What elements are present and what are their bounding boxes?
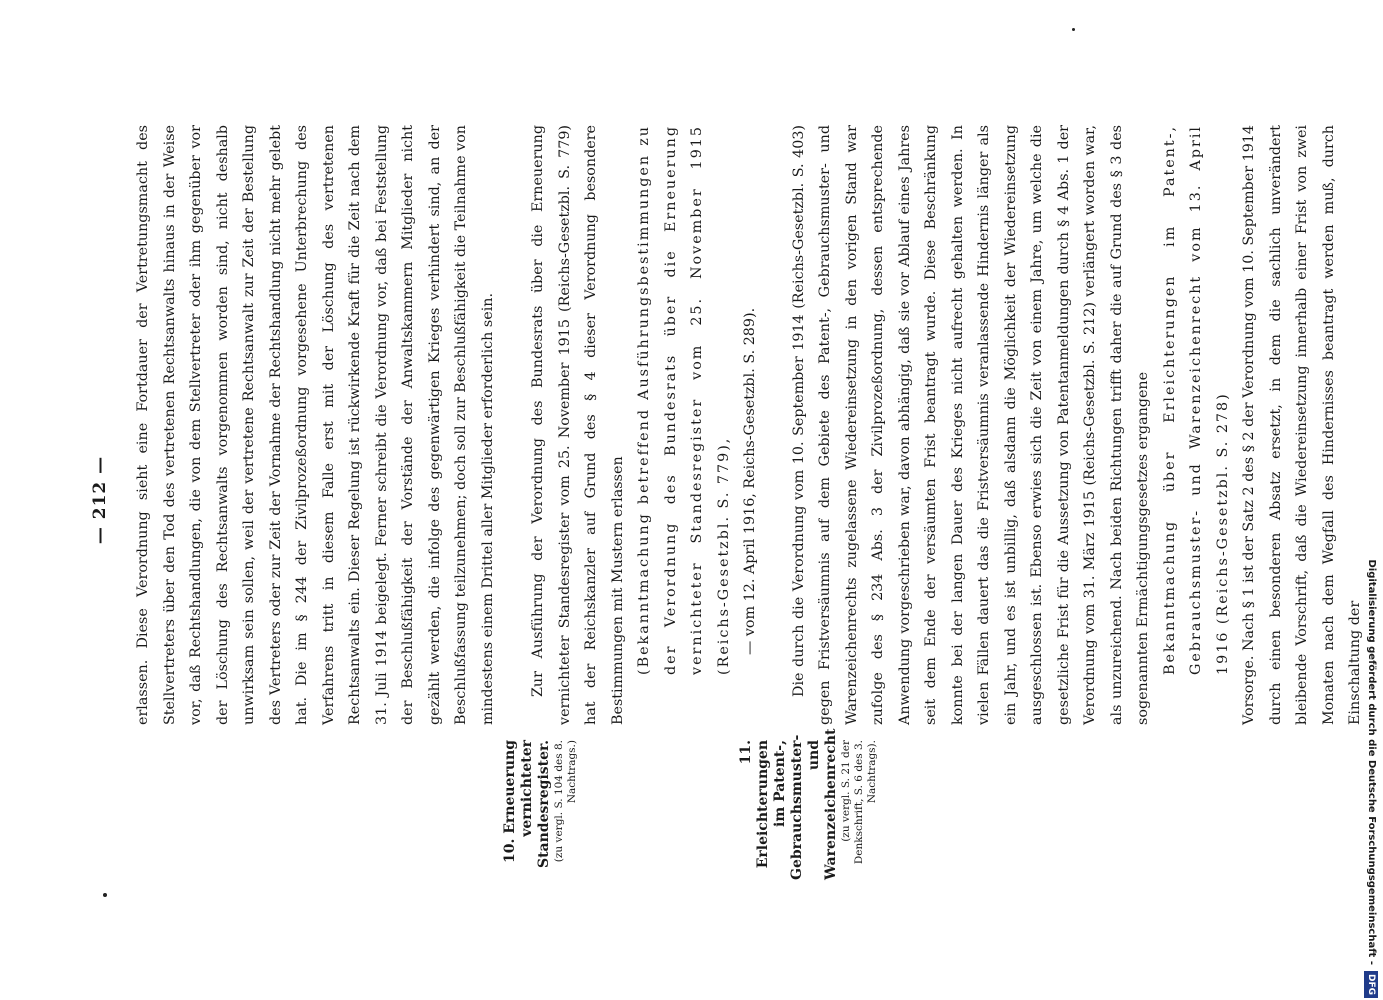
margin-note-section-11 — [738, 728, 879, 880]
paragraph-1: erlassen. Diese Verordnung sieht eine Fortdauer der Vertretungsmacht des Stellvertreters über den Tod des vertretenen Rechtsanwalts hinaus in der Weise vor, daß Rechtshandlungen, die von dem Stellvertreter oder ihm gegenüber vor der Löschung des Rechtsanwalts vorgenommen worden sind, nicht deshalb unwirksam sein sollen, weil der vertretene Rechtsanwalt zur Zeit der Bestellung des Vertreters oder zur Zeit der Vornahme der Rechtshandlung nicht mehr gelebt hat. Die im § 244 der Zivilprozeßordnung vorgesehene Unterbrechung des Verfahrens tritt in diesem Falle erst mit der Löschung des vertretenen Rechtsanwalts ein. Dieser Regelung ist rückwirkende Kraft für die Zeit nach dem 31. Juli 1914 beigelegt. Ferner schreibt die Verordnung vor, daß bei Feststellung der Beschlußfähigkeit der Vorstände der Anwaltskammern Mitglieder nicht gezählt werden, die infolge des gegenwärtigen Krieges verhindert sind, an der Beschlußfassung teilzunehmen; doch soll zur Beschlußfähigkeit die Teilnahme von mindestens einem Drittel aller Mitglieder erforderlich sein. — [135, 124, 496, 725]
credit-text: Digitalisierung gefördert durch die Deutsche Forschungsgemeinschaft - — [1366, 559, 1377, 965]
margin-ref-11: (zu vergl. S. 21 der Denkschrift, S. 6 des 3. Nachtrags). — [840, 740, 878, 865]
section-11-bekanntmachung: Bekanntmachung über Erleichterungen im Patent-, Gebrauchsmuster- und Warenzeichenrecht vom 13. April 1916 (Reichs-Gesetzbl. S. 278) — [1161, 125, 1231, 675]
margin-note-section-10 — [502, 740, 579, 880]
section-11-text: Die durch die Verordnung vom 10. September 1914 (Reichs-Gesetzbl. S. 403) gegen Fristversäumnis auf dem Gebiete des Patent-, Gebrauchsmuster- und Warenzeichenrechts zugelassene Wiedereinsetzung in den vorigen Stand war zufolge des § 234 Abs. 3 der Zivilprozeßordnung, dessen entsprechende Anwendung vorgeschrieben war, davon abhängig, daß sie vor Ablauf eines Jahres seit dem Ende der versäumten Frist beantragt wurde. Diese Beschränkung konnte bei der langen Dauer des Krieges nicht aufrecht gehalten werden. In vielen Fällen dauert das die Fristversäumnis veranlassende Hindernis länger als ein Jahr, und es ist unbillig, daß alsdann die Möglichkeit der Wiedereinsetzung ausgeschlossen ist. Ebenso erwies sich die Zeit von einem Jahre, um welche die gesetzliche Frist für die Aussetzung von Patentanmeldungen durch § 4 Abs. 1 der Verordnung vom 31. März 1915 (Reichs-Gesetzbl. S. 212) verlängert worden war, als unzureichend. Nach beiden Richtungen trifft daher die auf Grund des § 3 des sogenannten Ermächtigungsgesetzes ergangene — [790, 125, 1151, 725]
section-11-continuation: Vorsorge. Nach § 1 ist der Satz 2 des § 2 der Verordnung vom 10. September 1914 durch einen besonderen Absatz ersetzt, in dem die sachlich unverändert bleibende Vorschrift, daß die Wiedereinsetzung innerhalb einer Frist von zwei Monaten nach dem Wegfall des Hindernisses beantragt werden muß, durch Einschaltung der — [1241, 125, 1363, 725]
digitization-credit — [1362, 8, 1380, 998]
margin-title-11: 11. Erleichterungen im Patent-, Gebrauchsmuster- und Warenzeichenrecht — [738, 728, 839, 880]
scan-speck — [1072, 28, 1075, 31]
section-10-date: — vom 12. April 1916, Reichs-Gesetzbl. S. 289). — [742, 307, 758, 655]
margin-ref-10: (zu vergl. S. 104 des 8. Nachtrags.) — [553, 740, 578, 863]
scan-speck — [103, 893, 107, 897]
margin-title-10: 10. Erneuerung vernichteter Standesregister. — [502, 740, 552, 869]
section-10-bekanntmachung: (Bekanntmachung betreffend Ausführungsbestimmungen zu der Verordnung des Bundesrats über die Erneuerung vernichteter Standesregister vom 25. November 1915 (Reichs-Gesetzbl. S. 779), — [636, 125, 732, 675]
section-10-text: Zur Ausführung der Verordnung des Bundesrats über die Erneuerung vernichteter Standesregister vom 25. November 1915 (Reichs-Gesetzbl. S. 779) hat der Reichskanzler auf Grund des § 4 dieser Verordnung besondere Bestimmungen mit Mustern erlassen — [530, 125, 626, 725]
rotated-page-content — [90, 120, 1363, 880]
dfg-logo: DFG — [1364, 971, 1378, 998]
page-number: — 212 — — [90, 455, 110, 545]
body-text — [130, 125, 1369, 725]
